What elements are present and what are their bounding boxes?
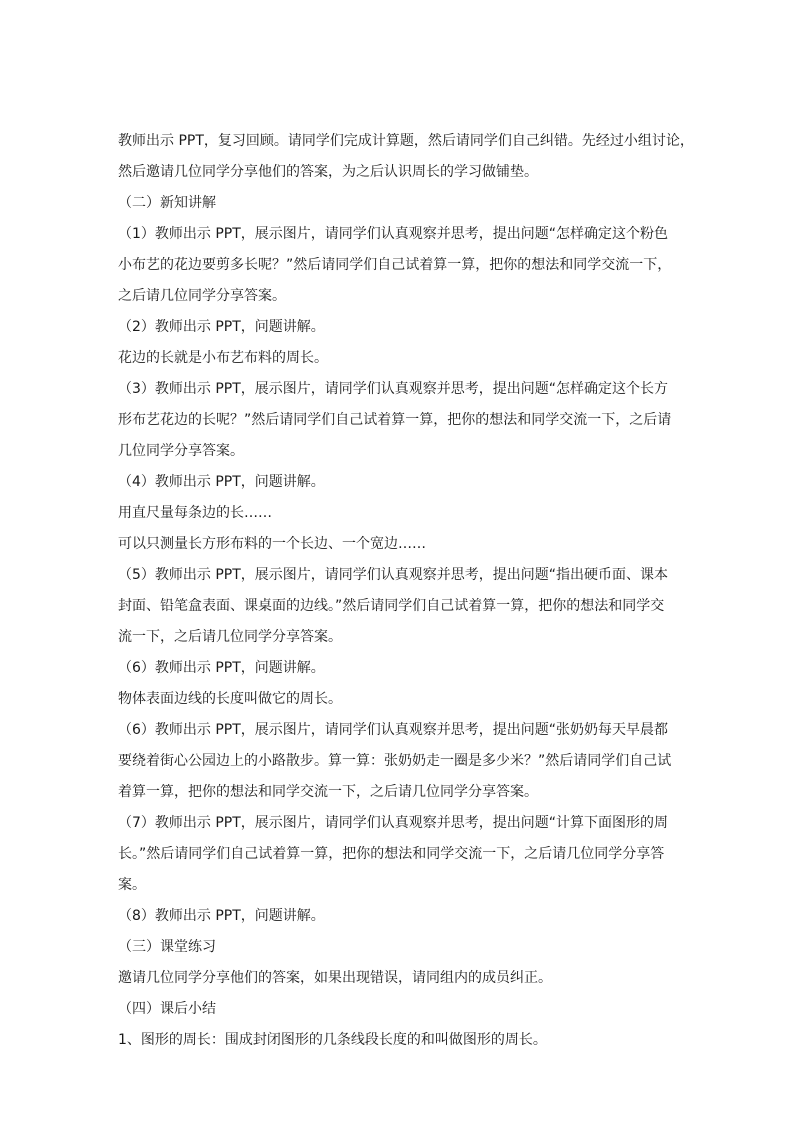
section-heading: （三）课堂练习 — [118, 939, 216, 955]
paragraph-line: 形布艺花边的长呢？”然后请同学们自己试着算一算，把你的想法和同学交流一下，之后请 — [118, 412, 672, 428]
paragraph-line: 教师出示 PPT，复习回顾。请同学们完成计算题，然后请同学们自己纠错。先经过小组讨论， — [118, 133, 694, 149]
section-heading: （二）新知讲解 — [118, 195, 216, 211]
paragraph-line: 邀请几位同学分享他们的答案，如果出现错误，请同组内的成员纠正。 — [118, 970, 552, 986]
paragraph-line: （6）教师出示 PPT，问题讲解。 — [118, 660, 325, 676]
paragraph-line: 1、图形的周长：围成封闭图形的几条线段长度的和叫做图形的周长。 — [118, 1032, 547, 1048]
paragraph-line: 可以只测量长方形布料的一个长边、一个宽边…… — [118, 536, 426, 552]
paragraph-line: 要绕着街心公园边上的小路散步。算一算：张奶奶走一圈是多少米？”然后请同学们自己试 — [118, 753, 672, 769]
section-heading: （四）课后小结 — [118, 1001, 216, 1017]
paragraph-line: （1）教师出示 PPT，展示图片，请同学们认真观察并思考，提出问题“怎样确定这个粉色 — [118, 226, 669, 242]
paragraph-line: 案。 — [118, 877, 146, 893]
document-body — [118, 126, 694, 1056]
paragraph-line: 花边的长就是小布艺布料的周长。 — [118, 350, 328, 366]
paragraph-line: 长。”然后请同学们自己试着算一算，把你的想法和同学交流一下，之后请几位同学分享答 — [118, 846, 665, 862]
paragraph-line: （3）教师出示 PPT，展示图片，请同学们认真观察并思考，提出问题“怎样确定这个长方 — [118, 381, 669, 397]
paragraph-line: 然后邀请几位同学分享他们的答案，为之后认识周长的学习做铺垫。 — [118, 164, 538, 180]
paragraph-line: 几位同学分享答案。 — [118, 443, 244, 459]
paragraph-line: （7）教师出示 PPT，展示图片，请同学们认真观察并思考，提出问题“计算下面图形的周 — [118, 815, 669, 831]
paragraph-line: 小布艺的花边要剪多长呢？”然后请同学们自己试着算一算，把你的想法和同学交流一下， — [118, 257, 672, 273]
paragraph-line: （4）教师出示 PPT，问题讲解。 — [118, 474, 325, 490]
paragraph-line: （5）教师出示 PPT，展示图片，请同学们认真观察并思考，提出问题“指出硬币面、课本 — [118, 567, 669, 583]
paragraph-line: （8）教师出示 PPT，问题讲解。 — [118, 908, 325, 924]
paragraph-line: （2）教师出示 PPT，问题讲解。 — [118, 319, 325, 335]
paragraph-line: 用直尺量每条边的长…… — [118, 505, 272, 521]
paragraph-line: 物体表面边线的长度叫做它的周长。 — [118, 691, 342, 707]
paragraph-line: 着算一算，把你的想法和同学交流一下，之后请几位同学分享答案。 — [118, 784, 538, 800]
paragraph-line: 之后请几位同学分享答案。 — [118, 288, 286, 304]
paragraph-line: 封面、铅笔盒表面、课桌面的边线。”然后请同学们自己试着算一算，把你的想法和同学交 — [118, 598, 665, 614]
paragraph-line: （6）教师出示 PPT，展示图片，请同学们认真观察并思考，提出问题“张奶奶每天早晨都 — [118, 722, 669, 738]
paragraph-line: 流一下，之后请几位同学分享答案。 — [118, 629, 342, 645]
